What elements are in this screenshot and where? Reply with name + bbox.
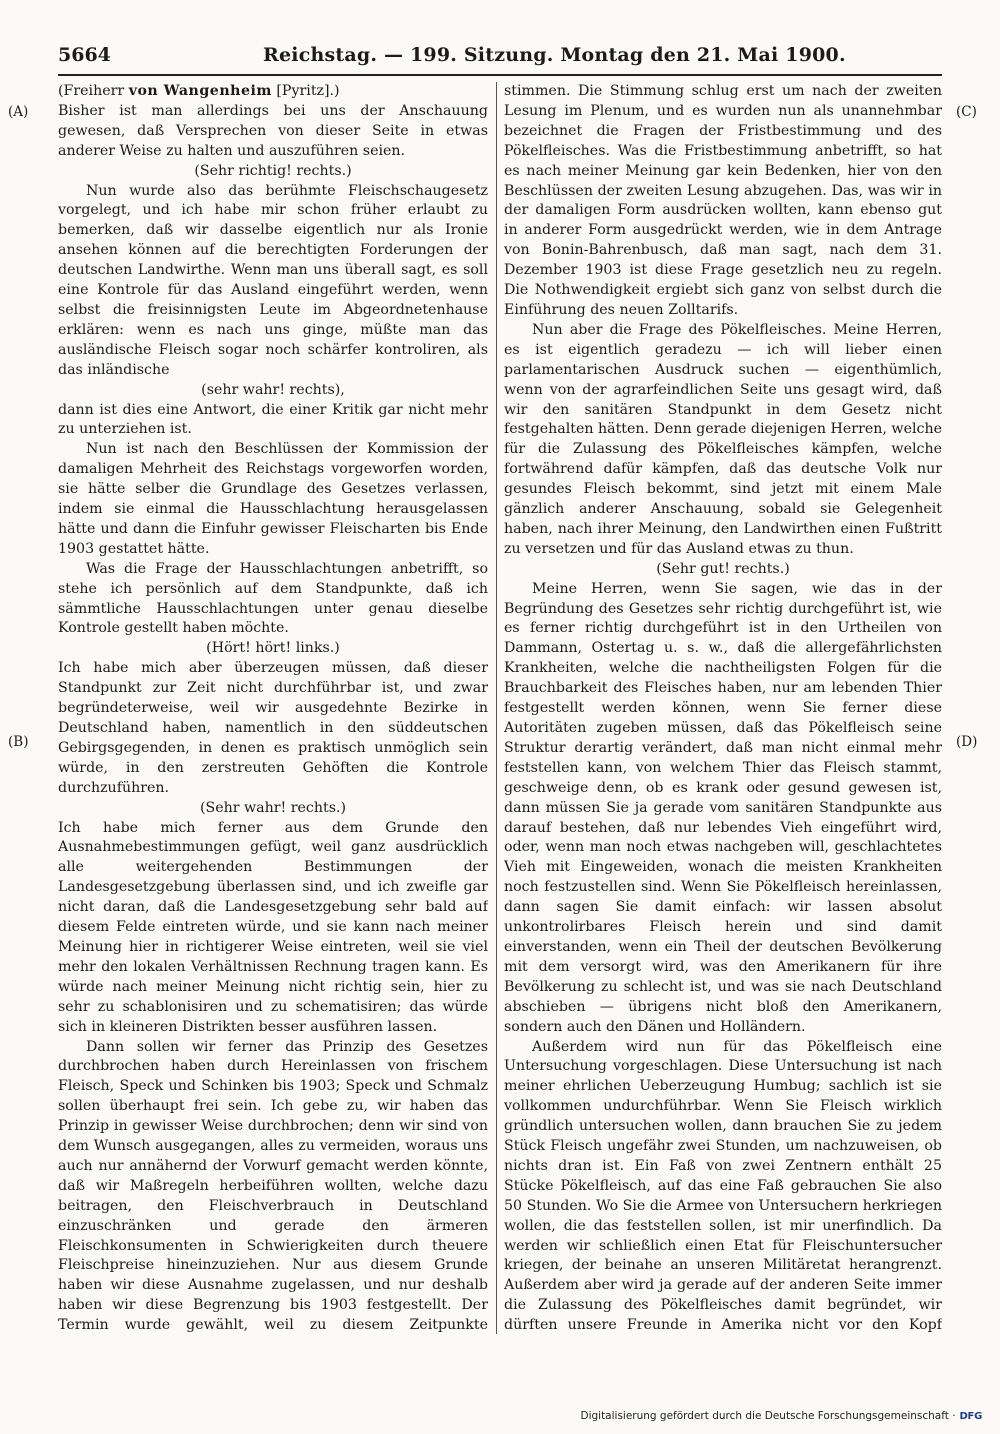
paragraph: Außerdem wird nun für das Pökelfleisch eine Untersuchung vorgeschlagen. Diese Untersuchung ist nach meiner ehrlichen Ueberzeugung Humbug; sachlich ist sie vollkommen undurchführbar. Wenn Sie Fleisch wirklich gründlich untersuchen wollen, dann brauchen Sie zu jedem Stück Fleisch ungefähr zwei Stunden, um nachzuweisen, ob nichts dran ist. Ein Faß von zwei Zentnern enthält 25 Stücke Pökelfleisch, auf das eine Faß gebrauchen Sie also 50 Stunden. Wo Sie die Armee von Untersuchern herkriegen wollen, die das feststellen sollen, ist mir unerfindlich. Da werden wir schließlich einen Etat für Fleischuntersucher kriegen, der beinahe an unseren Militäretat herangrenzt. Außerdem aber wird ja gerade auf der anderen Seite immer die Zulassung des Pökelfleisches damit begründet, wir dürften unsere Freunde in Amerika nicht vor den Kopf	[504, 1038, 942, 1334]
digitization-credit	[580, 1408, 982, 1424]
paragraph: Ich habe mich aber überzeugen müssen, daß dieser Standpunkt zur Zeit nicht durchführbar ist, und zwar begründeterweise, weil wir ausgedehnte Bezirke in Deutschland haben, namentlich in den süddeutschen Gebirgsgegenden, in denen es praktisch unmöglich sein würde, in den zerstreuten Gehöften die Kontrole durchzuführen.	[58, 660, 488, 796]
interjection: (Hört! hört! links.)	[206, 640, 340, 657]
speaker-suffix: [Pyritz].)	[271, 83, 340, 99]
page-title: Reichstag. — 199. Sitzung. Montag den 21. Mai 1900.	[263, 44, 846, 66]
paragraph: Meine Herren, wenn Sie sagen, wie das in der Begründung des Gesetzes sehr richtig durchgeführt ist, wie es ferner richtig durchgeführt ist in den Urtheilen von Dammann, Ostertag u. s. w., daß die allergefährlichsten Krankheiten, welche die nachtheiligsten Folgen für die Brauchbarkeit des Fleisches haben, nur am lebenden Thier festgestellt werden können, wenn Sie ferner diese Autoritäten zugeben müssen, daß das Pökelfleisch seine Struktur derartig verändert, daß man nicht einmal mehr feststellen kann, von welchem Thier das Fleisch stammt, geschweige denn, ob es krank oder gesund gewesen ist, dann müssen Sie ja gerade vom sanitären Standpunkte aus darauf bestehen, daß nur lebendes Vieh eingeführt wird, oder, wenn man noch etwas nachgeben will, geschlachtetes Vieh mit Eingeweiden, wonach die meisten Krankheiten noch festzustellen sind. Wenn Sie Pökelfleisch hereinlassen, dann sagen Sie damit einfach: wir lassen absolut unkontrolirbares Fleisch herein und sind damit einverstanden, wenn ein Theil der deutschen Bevölkerung mit dem versorgt wird, was den Amerikanern für ihre Bevölkerung zu schlecht ist, und was sie nach Deutschland abschieben — übrigens nicht bloß den Amerikanern, sondern auch den Dänen und Holländern.	[504, 580, 942, 1035]
right-column	[504, 82, 942, 1334]
speaker-name: von Wangenheim	[128, 83, 272, 99]
paragraph: Nun ist nach den Beschlüssen der Kommission der damaligen Mehrheit des Reichstags vorgeworfen worden, sie hätte selber die Grundlage des Gesetzes verlassen, indem sie einmal die Hausschlachtung herausgelassen hätte und dann die Einfuhr gewisser Fleischarten bis Ende 1903 gestattet hätte.	[58, 441, 488, 557]
margin-marker-b: (B)	[8, 734, 29, 750]
paragraph: dann ist dies eine Antwort, die einer Kritik gar nicht mehr zu unterziehen ist.	[58, 401, 488, 438]
dfg-logo: DFG	[959, 1410, 982, 1422]
interjection: (Sehr richtig! rechts.)	[194, 162, 352, 179]
paragraph: Ich habe mich ferner aus dem Grunde den Ausnahmebestimmungen gefügt, weil ganz ausdrücklich alle weitergehenden Bestimmungen der Landesgesetzgebung überlassen sind, und ich zweifle gar nicht daran, daß die Landesgesetzgebung sehr bald auf diesem Felde eintreten würde, und sie kann nach meiner Meinung hier in richtigerer Weise eintreten, weil sie viel mehr den lokalen Verhältnissen Rechnung tragen kann. Es würde nach meiner Meinung nicht richtig sein, hier zu sehr zu schablonisiren und zu schematisiren; das würde sich in kleineren Distrikten besser ausführen lassen.	[58, 819, 488, 1035]
page-number: 5664	[58, 44, 111, 66]
paragraph: Was die Frage der Hausschlachtungen anbetrifft, so stehe ich persönlich auf dem Standpunkte, daß ich sämmtliche Hausschlachtungen unter genau dieselbe Kontrole gestellt haben möchte.	[58, 560, 488, 637]
interjection: (Sehr gut! rechts.)	[656, 560, 790, 577]
column-divider	[496, 82, 497, 1334]
left-column	[58, 82, 488, 1334]
margin-marker-a: (A)	[8, 104, 29, 120]
interjection: (sehr wahr! rechts),	[201, 381, 345, 398]
speaker-line	[58, 82, 488, 102]
paragraph: Dann sollen wir ferner das Prinzip des Gesetzes durchbrochen haben durch Hereinlassen von frischem Fleisch, Speck und Schinken bis 1903; Speck und Schmalz sollen überhaupt frei sein. Ich gebe zu, wir haben das Prinzip in gewisser Weise durchbrochen; denn wir sind von dem Wunsch ausgegangen, alles zu vermeiden, woraus uns auch nur annähernd der Vorwurf gemacht werden könnte, daß wir Maßregeln herbeiführen wollten, welche dazu beitragen, den Fleischverbrauch in Deutschland einzuschränken und gerade den ärmeren Fleischkonsumenten in Schwierigkeiten durch theuere Fleischpreise hineinzuziehen. Nur aus diesem Grunde haben wir diese Ausnahme zugelassen, und nur deshalb haben wir diese Begrenzung bis 1903 festgestellt. Der Termin wurde gewählt, weil zu diesem Zeitpunkte	[58, 1038, 488, 1334]
credit-text: Digitalisierung gefördert durch die Deutsche Forschungsgemeinschaft ·	[580, 1410, 956, 1422]
paragraph: Bisher ist man allerdings bei uns der Anschauung gewesen, daß Versprechen von dieser Seite in etwas anderer Weise zu halten und auszuführen seien.	[58, 102, 488, 159]
paragraph: Nun aber die Frage des Pökelfleisches. Meine Herren, es ist eigentlich geradezu — ich will lieber einen parlamentarischen Ausdruck suchen — eigenthümlich, wenn von der agrarfeindlichen Seite uns gesagt wird, daß wir den sanitären Standpunkt in dem Gesetz nicht festgehalten hätten. Denn gerade diejenigen Herren, welche für die Zulassung des Pökelfleisches kämpfen, welche fortwährend dafür kämpfen, daß das deutsche Volk nur gesundes Fleisch bekommt, sind jetzt mit einem Male gänzlich anderer Anschauung, sobald sie Gelegenheit haben, nach ihrer Meinung, den Landwirthen einen Fußtritt zu versetzen und für das Ausland etwas zu thun.	[504, 321, 942, 557]
speaker-prefix: (Freiherr	[58, 83, 129, 99]
paragraph: stimmen. Die Stimmung schlug erst um nach der zweiten Lesung im Plenum, und es wurden nun als unannehmbar bezeichnet die Fragen der Fristbestimmung und des Pökelfleisches. Was die Fristbestimmung anbetrifft, so hat es nach meiner Meinung gar kein Bedenken, hier von den Beschlüssen der zweiten Lesung abzugehen. Das, was wir in der damaligen Form ausdrücken wollten, kann ebenso gut in anderer Form ausgedrückt werden, wie in dem Antrage von Bonin-Bahrenbusch, daß man sagt, nach dem 31. Dezember 1903 ist diese Frage gesetzlich neu zu regeln. Die Nothwendigkeit ergiebt sich ganz von selbst durch die Einführung des neuen Zolltarifs.	[504, 83, 942, 318]
page-header	[58, 40, 942, 76]
paragraph: Nun wurde also das berühmte Fleischschaugesetz vorgelegt, und ich habe mir schon früher erlaubt zu bemerken, daß wir dasselbe eigentlich nur als Ironie ansehen können auf die berechtigten Forderungen der deutschen Landwirthe. Wenn man uns überall sagt, es soll eine Kontrole für das Ausland eingeführt werden, wenn selbst die freisinnigsten Leute im Abgeordnetenhause erklären: wenn es nach uns ginge, müßte man das ausländische Fleisch sogar noch schärfer kontroliren, als das inländische	[58, 182, 488, 378]
interjection: (Sehr wahr! rechts.)	[199, 799, 347, 816]
margin-marker-c: (C)	[956, 104, 977, 120]
margin-marker-d: (D)	[956, 734, 978, 750]
